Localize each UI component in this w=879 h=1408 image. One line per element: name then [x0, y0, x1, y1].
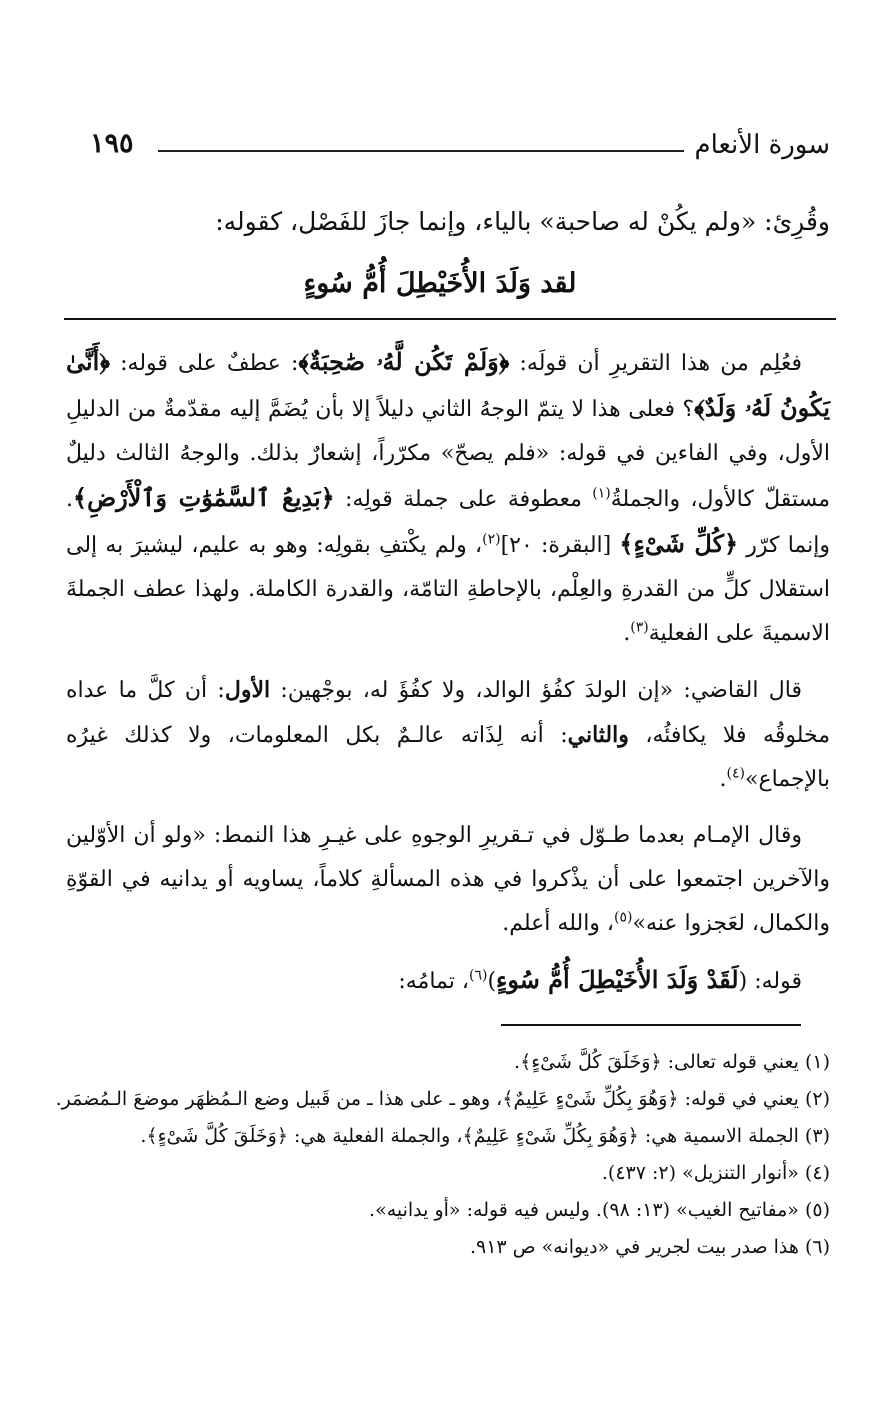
surah-title: سورة الأنعام: [694, 130, 830, 160]
text-run: [البقرة: ٢٠]: [500, 533, 620, 558]
section-divider: [64, 318, 836, 320]
text-run: : أن كلَّ ما عداه مخلوقُه فلا يكافئُه،: [66, 678, 830, 748]
footnote-ref: (٣): [630, 619, 649, 636]
footnote: (٢) يعني في قوله: ﴿وَهُوَ بِكُلِّ شَىْءٍ عَلِيمٌ﴾، وهو ـ على هذا ـ من قَبيل وضع الـمُظهَر موضعَ الـمُضمَر.: [55, 1088, 830, 1110]
footnote-ref: (٦): [468, 967, 488, 984]
preamble-text: وقُرِئ: «ولم يكُنْ له صاحبة» بالياء، وإنما جازَ للفَصْل، كقوله:: [215, 207, 830, 236]
quran-quote: ﴿أَنَّىٰ يَكُونُ لَهُۥ وَلَدٌ﴾: [66, 347, 831, 422]
paragraph: [66, 668, 830, 802]
footnote: (٤) «أنوار التنزيل» (٢: ٤٣٧).: [601, 1162, 830, 1184]
commentary-body: [66, 340, 830, 1004]
text-run: ؟ فعلى هذا لا يتمّ الوجهُ الثاني دليلاً إلا بأن يُضَمَّ إليه مقدّمةٌ من الدليلِ الأول، وفي الفاءين في قوله: «فلم يصحّ» مكرّراً، إشعارٌ بذلك. والوجهُ الثالث دليلٌ مستقلّ كالأول، والجملةُ: [66, 397, 830, 512]
footnote: (٦) هذا صدر بيت لجرير في «ديوانه» ص ٩١٣.: [469, 1236, 830, 1258]
text-run: ، ولم يكْتفِ بقولِه: وهو به عليم، ليشيرَ به إلى استقلال كلٍّ من القدرةِ والعِلْم، بالإحاطةِ التامّة، والقدرة الكاملة. ولهذا عطف الجملةَ الاسميةَ على الفعلية: [66, 533, 830, 646]
emphasis: الأول: [224, 677, 271, 703]
footnote-divider: [501, 1024, 801, 1026]
text-run: .: [719, 767, 727, 792]
text-run: : عطفٌ على قوله:: [109, 351, 299, 376]
quran-quote: لَقَدْ وَلَدَ الأُخَيْطِلَ أُمُّ سُوءٍ: [496, 965, 739, 994]
page-number: ١٩٥: [90, 128, 134, 159]
text-run: قوله: (: [738, 969, 802, 994]
poetry-verse: لقد وَلَدَ الأُخَيْطِلَ أُمُّ سُوءٍ: [303, 268, 577, 299]
quran-quote: ﴿كُلِّ شَىْءٍ﴾: [619, 529, 739, 558]
quran-quote: ﴿بَدِيعُ ٱلسَّمَٰوَٰتِ وَٱلْأَرْضِ﴾: [73, 483, 335, 512]
emphasis: والثاني: [567, 722, 629, 748]
text-run: : أنه لِذَاته عالـمٌ بكل المعلومات، ولا كذلك غيرُه بالإجماع»: [66, 723, 830, 792]
footnotes: [55, 1044, 830, 1266]
text-run: وقال الإمـام بعدما طـوّل في تـقريرِ الوجوهِ على غيـرِ هذا النمط: «ولو أن الأوّلين والآخرين اجتمعوا على أن يذْكروا في هذه المسألةِ كلاماً، يساويه أو يدانيه في القوّةِ والكمال، لعَجزوا عنه»: [66, 823, 830, 936]
running-header: [90, 124, 830, 174]
footnote: (٣) الجملة الاسمية هي: ﴿وَهُوَ بِكُلِّ شَىْءٍ عَلِيمٌ﴾، والجملة الفعلية هي: ﴿وَخَلَقَ كُلَّ شَىْءٍ﴾.: [140, 1125, 830, 1147]
text-run: .: [623, 621, 631, 646]
footnote-ref: (٤): [726, 765, 746, 782]
footnote-ref: (٢): [482, 531, 501, 548]
footnote: (١) يعني قوله تعالى: ﴿وَخَلَقَ كُلَّ شَىْءٍ﴾.: [514, 1051, 830, 1073]
text-run: معطوفة على جملة قولِه:: [334, 487, 593, 512]
footnote-ref: (٥): [614, 909, 633, 926]
preamble: [150, 202, 830, 242]
quran-quote: ﴿وَلَمْ تَكُن لَّهُۥ صَٰحِبَةٌ﴾: [298, 347, 510, 376]
footnote: (٥) «مفاتيح الغيب» (١٣: ٩٨). وليس فيه قوله: «أو يدانيه».: [369, 1199, 830, 1221]
paragraph: [66, 814, 830, 946]
header-rule: [158, 150, 684, 152]
text-run: ، تمامُه:: [398, 969, 469, 994]
text-run: ، والله أعلم.: [502, 911, 615, 936]
paragraph: [66, 958, 830, 1004]
text-run: قال القاضي: «إن الولدَ كفُؤ الوالد، ولا كفُؤَ له، بوجْهين:: [270, 678, 802, 703]
footnote-ref: (١): [592, 485, 611, 502]
paragraph: [66, 340, 830, 656]
text-run: فعُلِم من هذا التقريرِ أن قولَه:: [509, 351, 802, 376]
text-run: . وإنما كرّر: [66, 487, 831, 558]
text-run: ): [487, 969, 497, 994]
